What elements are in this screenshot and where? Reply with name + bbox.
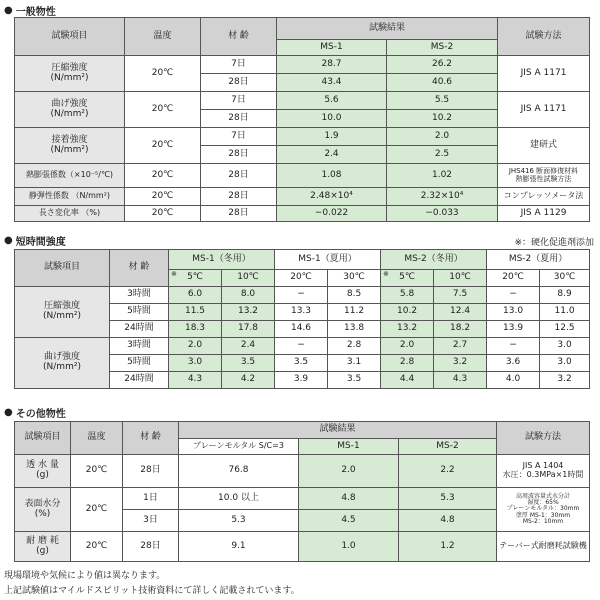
age-cell: 28日 xyxy=(123,455,179,488)
footer-note-1: 現場環境や気候により値は異なります。 xyxy=(4,571,166,581)
value-cell: 18.3 xyxy=(169,321,222,338)
temp-header: 20℃ xyxy=(487,270,540,287)
value-cell: − xyxy=(275,338,328,355)
value-cell: 13.9 xyxy=(487,321,540,338)
value-cell: 3.5 xyxy=(222,355,275,372)
value-cell: 1.2 xyxy=(399,532,497,562)
section-title: その他物性 xyxy=(15,409,66,420)
temp-header: ※ 5℃ xyxy=(169,270,222,287)
method-cell: コンプレッソメータ法 xyxy=(498,188,590,206)
bullet-icon: ● xyxy=(4,5,13,16)
temp-header: 10℃ xyxy=(434,270,487,287)
header-result: 試験結果 xyxy=(277,18,498,40)
value-cell: 13.3 xyxy=(275,304,328,321)
temp-header: 30℃ xyxy=(328,270,381,287)
value-cell: 13.8 xyxy=(328,321,381,338)
value-cell: 2.0 xyxy=(299,455,399,488)
value-cell: 4.8 xyxy=(399,510,497,532)
temp-cell: 20℃ xyxy=(125,188,201,206)
header-method: 試験方法 xyxy=(498,18,590,56)
value-cell: 43.4 xyxy=(277,74,387,92)
value-cell: 2.4 xyxy=(277,146,387,164)
method-cell: JIS A 1129 xyxy=(498,206,590,222)
value-cell: 4.8 xyxy=(299,488,399,510)
age-cell: 7日 xyxy=(201,92,277,110)
age-cell: 28日 xyxy=(201,164,277,188)
age-cell: 7日 xyxy=(201,128,277,146)
value-cell: 6.0 xyxy=(169,287,222,304)
value-cell: 40.6 xyxy=(387,74,498,92)
value-cell: 3.0 xyxy=(169,355,222,372)
age-cell: 5時間 xyxy=(110,355,169,372)
temp-cell: 20℃ xyxy=(125,206,201,222)
row-label-compression: 圧縮強度 (N/mm²) xyxy=(15,56,125,92)
row-label-thermal: 熱膨張係数（×10⁻⁵/℃) xyxy=(15,164,125,188)
age-cell: 7日 xyxy=(201,56,277,74)
value-cell: 3.2 xyxy=(434,355,487,372)
value-cell: 3.9 xyxy=(275,372,328,389)
value-cell: 11.5 xyxy=(169,304,222,321)
value-cell: 4.0 xyxy=(487,372,540,389)
header-temp: 温度 xyxy=(125,18,201,56)
section-heading-other xyxy=(4,405,66,420)
value-cell: 13.2 xyxy=(222,304,275,321)
value-cell: 2.32×10⁴ xyxy=(387,188,498,206)
method-cell: JIS A 1404 水圧：0.3MPa×1時間 xyxy=(497,455,590,488)
value-cell: 3.5 xyxy=(328,372,381,389)
accelerator-note: ※：硬化促進剤添加 xyxy=(514,238,594,248)
row-label-elastic: 静弾性係数 （N/mm²) xyxy=(15,188,125,206)
method-cell: JIS A 1171 xyxy=(498,56,590,92)
value-cell: − xyxy=(487,287,540,304)
header-ms1-winter: MS-1（冬用） xyxy=(169,250,275,270)
value-cell: 1.0 xyxy=(299,532,399,562)
value-cell: 3.0 xyxy=(540,338,590,355)
header-temp: 温度 xyxy=(71,422,123,455)
value-cell: 8.0 xyxy=(222,287,275,304)
temp-header: ※ 5℃ xyxy=(381,270,434,287)
value-cell: 9.1 xyxy=(179,532,299,562)
header-age: 材 齢 xyxy=(201,18,277,56)
value-cell: 2.0 xyxy=(381,338,434,355)
value-cell: 14.6 xyxy=(275,321,328,338)
value-cell: 4.2 xyxy=(222,372,275,389)
value-cell: 3.2 xyxy=(540,372,590,389)
row-label-surface-moisture: 表面水分 (%) xyxy=(15,488,71,532)
value-cell: 4.3 xyxy=(169,372,222,389)
value-cell: 10.0 xyxy=(277,110,387,128)
age-cell: 3時間 xyxy=(110,287,169,304)
bullet-icon: ● xyxy=(4,407,13,418)
value-cell: −0.033 xyxy=(387,206,498,222)
temp-cell: 20℃ xyxy=(125,56,201,92)
header-item: 試験項目 xyxy=(15,18,125,56)
age-cell: 28日 xyxy=(123,532,179,562)
temp-cell: 20℃ xyxy=(125,128,201,164)
value-cell: 17.8 xyxy=(222,321,275,338)
value-cell: 3.1 xyxy=(328,355,381,372)
value-cell: 11.2 xyxy=(328,304,381,321)
age-cell: 3時間 xyxy=(110,338,169,355)
value-cell: 2.0 xyxy=(169,338,222,355)
age-cell: 28日 xyxy=(201,146,277,164)
header-age: 材 齢 xyxy=(123,422,179,455)
value-cell: 26.2 xyxy=(387,56,498,74)
header-item: 試験項目 xyxy=(15,422,71,455)
value-cell: 4.5 xyxy=(299,510,399,532)
age-cell: 24時間 xyxy=(110,372,169,389)
age-cell: 28日 xyxy=(201,188,277,206)
temp-cell: 20℃ xyxy=(125,164,201,188)
row-label-bending: 曲げ強度 (N/mm²) xyxy=(15,338,110,389)
section-title: 短時間強度 xyxy=(15,237,66,248)
value-cell: 1.02 xyxy=(387,164,498,188)
age-cell: 1日 xyxy=(123,488,179,510)
value-cell: 10.0 以上 xyxy=(179,488,299,510)
value-cell: 12.5 xyxy=(540,321,590,338)
value-cell: 1.9 xyxy=(277,128,387,146)
value-cell: 4.4 xyxy=(381,372,434,389)
value-cell: 10.2 xyxy=(387,110,498,128)
value-cell: 2.7 xyxy=(434,338,487,355)
temp-cell: 20℃ xyxy=(71,488,123,532)
value-cell: 13.2 xyxy=(381,321,434,338)
age-cell: 28日 xyxy=(201,206,277,222)
value-cell: 2.5 xyxy=(387,146,498,164)
value-cell: 8.5 xyxy=(328,287,381,304)
value-cell: 76.8 xyxy=(179,455,299,488)
header-ms2-summer: MS-2（夏用） xyxy=(487,250,590,270)
value-cell: − xyxy=(487,338,540,355)
age-cell: 28日 xyxy=(201,74,277,92)
value-cell: 7.5 xyxy=(434,287,487,304)
value-cell: 12.4 xyxy=(434,304,487,321)
method-cell: JHS416 断面修復材料 熱膨張性試験方法 xyxy=(498,164,590,188)
temp-header: 30℃ xyxy=(540,270,590,287)
section-heading-general xyxy=(4,3,56,18)
short-term-strength-table xyxy=(14,249,590,389)
header-method: 試験方法 xyxy=(497,422,590,455)
row-label-permeability: 透 水 量 (g) xyxy=(15,455,71,488)
header-item: 試験項目 xyxy=(15,250,110,287)
row-label-compression: 圧縮強度 (N/mm²) xyxy=(15,287,110,338)
value-cell: 28.7 xyxy=(277,56,387,74)
value-cell: 3.6 xyxy=(487,355,540,372)
value-cell: 5.3 xyxy=(179,510,299,532)
value-cell: 2.8 xyxy=(381,355,434,372)
value-cell: 2.0 xyxy=(387,128,498,146)
header-ms1: MS-1 xyxy=(299,439,399,455)
temp-cell: 20℃ xyxy=(71,455,123,488)
method-cell: 建研式 xyxy=(498,128,590,164)
row-label-length: 長さ変化率 （%) xyxy=(15,206,125,222)
row-label-abrasion: 耐 磨 耗 (g) xyxy=(15,532,71,562)
age-cell: 28日 xyxy=(201,110,277,128)
value-cell: 13.0 xyxy=(487,304,540,321)
value-cell: 18.2 xyxy=(434,321,487,338)
value-cell: −0.022 xyxy=(277,206,387,222)
other-properties-table xyxy=(14,421,590,562)
value-cell: 10.2 xyxy=(381,304,434,321)
row-label-bending: 曲げ強度 (N/mm²) xyxy=(15,92,125,128)
temp-header: 10℃ xyxy=(222,270,275,287)
age-cell: 5時間 xyxy=(110,304,169,321)
value-cell: 1.08 xyxy=(277,164,387,188)
section-heading-short-term xyxy=(4,233,66,248)
header-plain-mortar: プレーンモルタル S/C=3 xyxy=(179,439,299,455)
header-age: 材 齢 xyxy=(110,250,169,287)
value-cell: 5.6 xyxy=(277,92,387,110)
footer-note-2: 上記試験値はマイルドスピリット技術資料にて詳しく記載されています。 xyxy=(4,586,300,596)
value-cell: 2.2 xyxy=(399,455,497,488)
temp-cell: 20℃ xyxy=(71,532,123,562)
bullet-icon: ● xyxy=(4,235,13,246)
value-cell: 11.0 xyxy=(540,304,590,321)
temp-header: 20℃ xyxy=(275,270,328,287)
header-ms2-winter: MS-2（冬用） xyxy=(381,250,487,270)
method-cell: テーバー式耐磨耗試験機 xyxy=(497,532,590,562)
header-ms1: MS-1 xyxy=(277,40,387,56)
header-ms2: MS-2 xyxy=(399,439,497,455)
value-cell: 2.8 xyxy=(328,338,381,355)
method-cell: 高周波容量式水分計 湿度：65% プレーンモルタル：30mm 塗厚 MS-1：30mm MS-2：10mm xyxy=(497,488,590,532)
age-cell: 24時間 xyxy=(110,321,169,338)
header-ms1-summer: MS-1（夏用） xyxy=(275,250,381,270)
general-properties-table xyxy=(14,17,590,222)
age-cell: 3日 xyxy=(123,510,179,532)
value-cell: 8.9 xyxy=(540,287,590,304)
value-cell: 4.3 xyxy=(434,372,487,389)
value-cell: 5.8 xyxy=(381,287,434,304)
value-cell: 5.3 xyxy=(399,488,497,510)
value-cell: 2.4 xyxy=(222,338,275,355)
value-cell: 2.48×10⁴ xyxy=(277,188,387,206)
value-cell: 3.5 xyxy=(275,355,328,372)
header-result: 試験結果 xyxy=(179,422,497,439)
header-ms2: MS-2 xyxy=(387,40,498,56)
value-cell: − xyxy=(275,287,328,304)
section-title: 一般物性 xyxy=(15,7,56,18)
method-cell: JIS A 1171 xyxy=(498,92,590,128)
temp-cell: 20℃ xyxy=(125,92,201,128)
row-label-bond: 接着強度 (N/mm²) xyxy=(15,128,125,164)
value-cell: 3.0 xyxy=(540,355,590,372)
value-cell: 5.5 xyxy=(387,92,498,110)
